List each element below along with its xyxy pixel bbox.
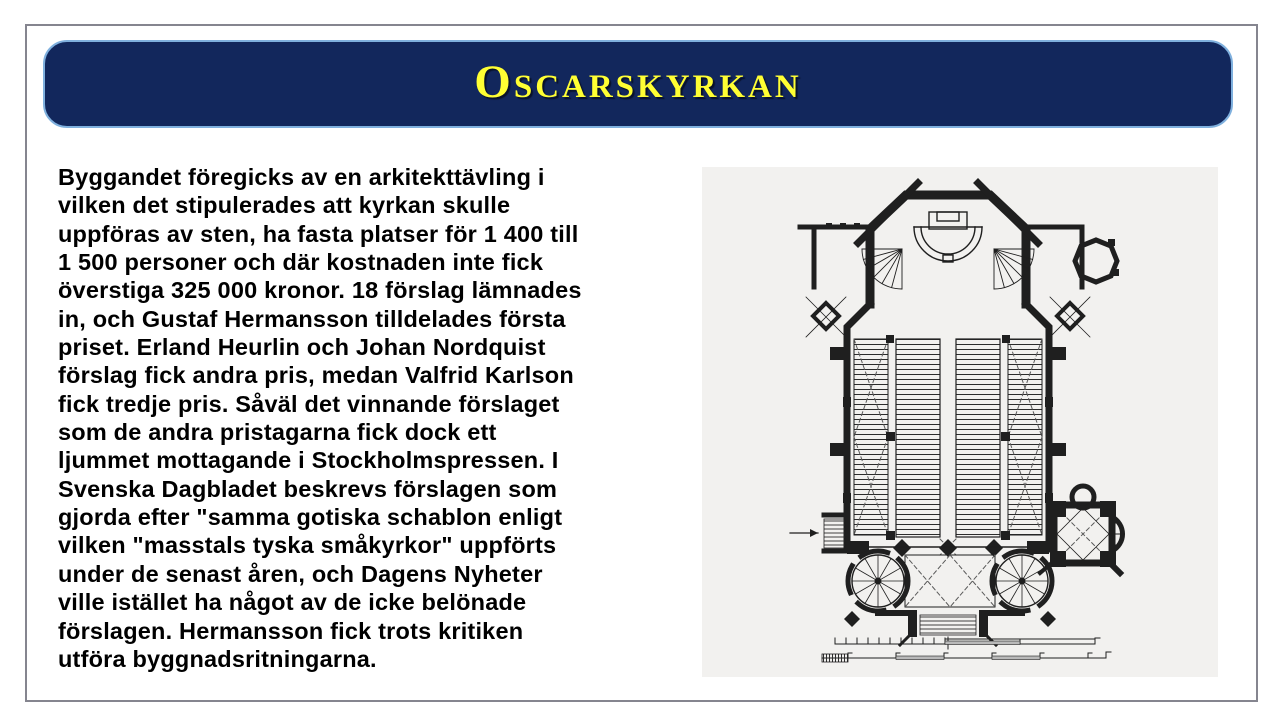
text-line: vilken det stipulerades att kyrkan skulle [58, 192, 511, 219]
text-line: gjorda efter "samma gotiska schablon enligt [58, 504, 563, 531]
church-floorplan [702, 167, 1218, 677]
text-line: som de andra pristagarna fick dock ett [58, 419, 497, 446]
text-line: priset. Erland Heurlin och Johan Nordquist [58, 334, 546, 361]
text-line: utföra byggnadsritningarna. [58, 645, 377, 672]
text-line: in, och Gustaf Hermansson tilldelades första [58, 305, 566, 332]
text-line: förslagen. Hermansson fick trots kritiken [58, 617, 524, 644]
text-line: överstiga 325 000 kronor. 18 förslag lämnades [58, 277, 582, 304]
text-line: uppföras av sten, ha fasta platser för 1 400 till [58, 220, 579, 247]
page-title: Oscarskyrkan [474, 55, 802, 108]
body-paragraph [58, 163, 582, 673]
text-line: Byggandet föregicks av en arkitekttävling i [58, 164, 545, 190]
text-line: fick tredje pris. Såväl det vinnande förslaget [58, 390, 560, 417]
text-line: förslag fick andra pris, medan Valfrid Karlson [58, 362, 574, 389]
text-line: vilken "masstals tyska småkyrkor" uppförts [58, 532, 557, 559]
text-line: 1 500 personer och där kostnaden inte fick [58, 249, 544, 276]
text-line: under de senast åren, och Dagens Nyheter [58, 560, 543, 587]
text-line: ljummet mottagande i Stockholmspressen. I [58, 447, 559, 474]
floorplan-figure [702, 167, 1218, 677]
title-banner [43, 40, 1233, 128]
text-line: ville istället ha något av de icke belönade [58, 589, 527, 616]
text-line: Svenska Dagbladet beskrevs förslagen som [58, 475, 558, 502]
